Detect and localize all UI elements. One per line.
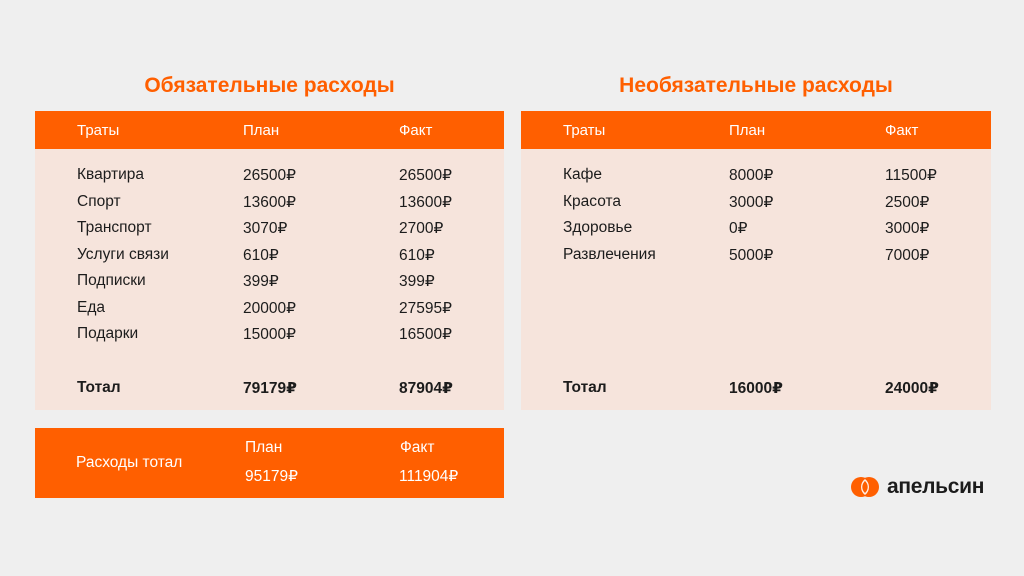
- total-label: Тотал: [77, 379, 121, 396]
- total-row: [35, 379, 504, 401]
- header-fact: Факт: [399, 122, 433, 139]
- header-item: Траты: [563, 122, 606, 139]
- row-plan: 3000₽: [729, 193, 774, 211]
- total-row: [521, 379, 991, 401]
- mandatory-expenses-table: [35, 111, 504, 410]
- row-fact: 610₽: [399, 246, 435, 264]
- table-row: [35, 166, 504, 193]
- row-plan: 8000₽: [729, 167, 774, 184]
- summary-plan-value: 95179₽: [245, 468, 298, 485]
- row-plan: 26500₽: [243, 167, 296, 184]
- row-fact: 27595₽: [399, 299, 452, 317]
- row-plan: 399₽: [243, 273, 279, 290]
- row-item: Красота: [563, 192, 622, 210]
- row-plan: 20000₽: [243, 299, 296, 317]
- row-item: Подарки: [77, 325, 139, 342]
- row-plan: 15000₽: [243, 326, 296, 343]
- row-fact: 26500₽: [399, 167, 452, 184]
- optional-expenses-title: Необязательные расходы: [619, 74, 893, 97]
- row-plan: 0₽: [729, 220, 748, 237]
- total-fact: 24000₽: [885, 380, 939, 397]
- table-row: [35, 299, 504, 326]
- row-item: Услуги связи: [77, 245, 169, 263]
- table-row: [521, 193, 991, 220]
- row-fact: 16500₽: [399, 326, 452, 343]
- row-item: Развлечения: [563, 245, 656, 263]
- table-row: [521, 246, 991, 273]
- summary-label: Расходы тотал: [76, 454, 183, 471]
- row-fact: 11500₽: [885, 167, 937, 184]
- summary-plan-header: План: [245, 439, 283, 456]
- row-fact: 2500₽: [885, 193, 930, 211]
- row-plan: 5000₽: [729, 246, 774, 264]
- table-row: [35, 325, 504, 352]
- row-fact: 7000₽: [885, 246, 930, 264]
- row-fact: 13600₽: [399, 193, 452, 211]
- total-label: Тотал: [563, 379, 607, 396]
- summary-fact-header: Факт: [400, 439, 435, 456]
- row-plan: 3070₽: [243, 220, 288, 237]
- header-plan: План: [243, 122, 280, 139]
- row-item: Транспорт: [77, 219, 152, 236]
- optional-expenses-table: [521, 111, 991, 410]
- row-item: Здоровье: [563, 219, 633, 236]
- header-plan: План: [729, 122, 766, 139]
- row-fact: 399₽: [399, 273, 435, 290]
- table-row: [35, 219, 504, 246]
- row-item: Подписки: [77, 272, 146, 289]
- table-row: [35, 193, 504, 220]
- row-item: Квартира: [77, 166, 144, 183]
- table-header: [35, 111, 504, 149]
- table-row: [521, 219, 991, 246]
- mandatory-expenses-title: Обязательные расходы: [144, 74, 395, 97]
- table-row: [521, 166, 991, 193]
- total-fact: 87904₽: [399, 380, 453, 397]
- row-plan: 13600₽: [243, 193, 296, 211]
- table-row: [35, 272, 504, 299]
- table-row: [35, 246, 504, 273]
- row-fact: 2700₽: [399, 220, 444, 237]
- row-item: Еда: [77, 298, 106, 316]
- row-fact: 3000₽: [885, 220, 930, 237]
- row-item: Кафе: [563, 166, 603, 183]
- header-item: Траты: [77, 122, 120, 139]
- row-plan: 610₽: [243, 246, 279, 264]
- total-plan: 16000₽: [729, 380, 783, 397]
- header-fact: Факт: [885, 122, 919, 139]
- brand-name: апельсин: [887, 475, 985, 498]
- orange-logo-icon: [850, 476, 880, 498]
- row-item: Спорт: [77, 192, 121, 210]
- table-header: [521, 111, 991, 149]
- expenses-total-summary: [35, 428, 504, 498]
- total-plan: 79179₽: [243, 380, 297, 397]
- summary-fact-value: 111904₽: [399, 468, 459, 485]
